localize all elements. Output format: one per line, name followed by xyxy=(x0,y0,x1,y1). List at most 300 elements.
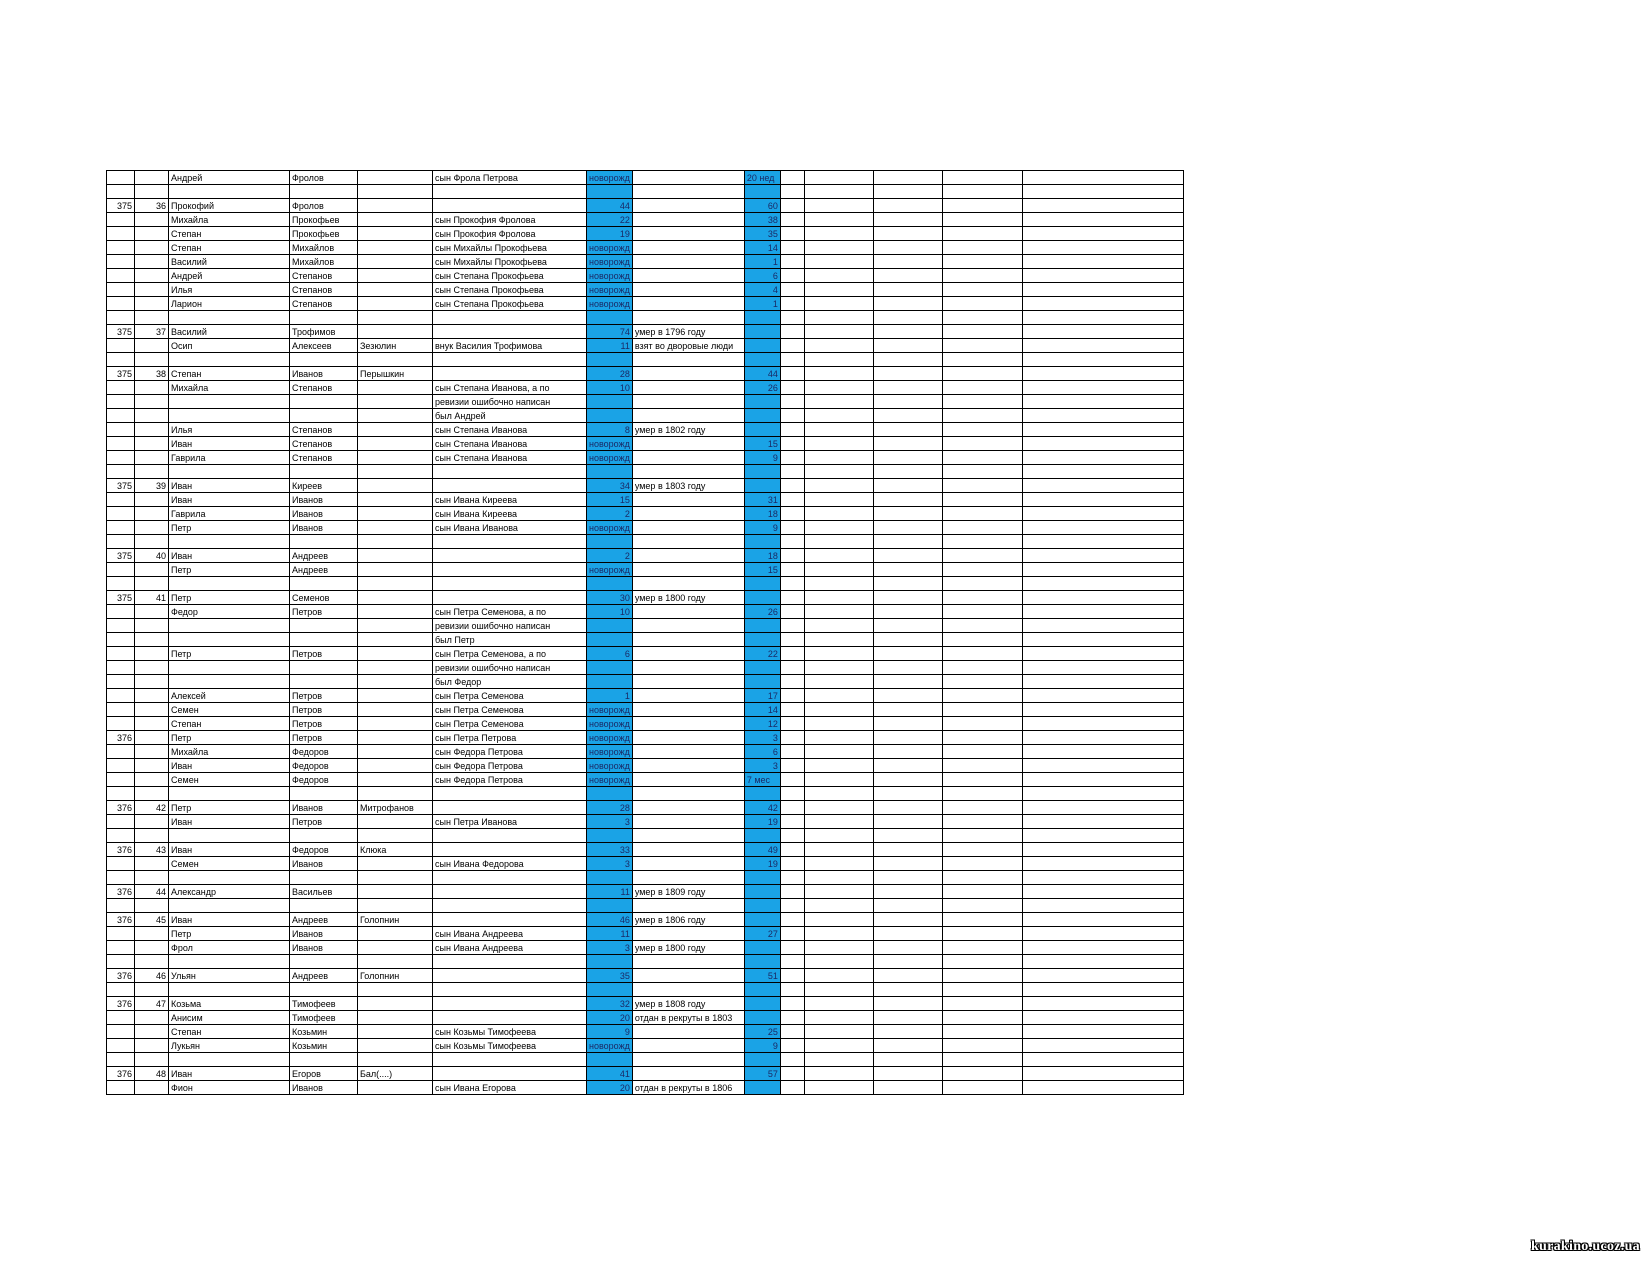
cell-page-number xyxy=(107,773,135,787)
cell-extra-3 xyxy=(873,1053,942,1067)
cell-relation xyxy=(433,871,587,885)
cell-relation: сын Прокофия Фролова xyxy=(433,227,587,241)
cell-surname xyxy=(358,717,433,731)
cell-note xyxy=(632,731,744,745)
cell-surname xyxy=(358,423,433,437)
cell-extra-2 xyxy=(804,773,873,787)
census-table-body xyxy=(107,171,1184,1095)
cell-extra-2 xyxy=(804,367,873,381)
cell-age-later xyxy=(744,479,780,493)
table-row xyxy=(107,885,1184,899)
cell-extra-3 xyxy=(873,927,942,941)
cell-age-later xyxy=(744,633,780,647)
cell-first-name: Степан xyxy=(169,717,290,731)
cell-page-number xyxy=(107,227,135,241)
cell-extra-1 xyxy=(780,675,804,689)
table-row xyxy=(107,983,1184,997)
cell-page-number xyxy=(107,1039,135,1053)
cell-household-number xyxy=(135,759,169,773)
cell-page-number xyxy=(107,787,135,801)
cell-patronymic: Петров xyxy=(290,815,358,829)
cell-extra-3 xyxy=(873,787,942,801)
cell-extra-2 xyxy=(804,829,873,843)
cell-extra-4 xyxy=(942,745,1022,759)
cell-age-later xyxy=(744,185,780,199)
cell-page-number: 376 xyxy=(107,801,135,815)
cell-age-later xyxy=(744,1053,780,1067)
cell-extra-5 xyxy=(1022,927,1183,941)
cell-household-number xyxy=(135,297,169,311)
cell-first-name: Ларион xyxy=(169,297,290,311)
cell-page-number xyxy=(107,213,135,227)
cell-household-number xyxy=(135,675,169,689)
cell-surname xyxy=(358,787,433,801)
table-row xyxy=(107,381,1184,395)
cell-extra-5 xyxy=(1022,451,1183,465)
cell-extra-4 xyxy=(942,507,1022,521)
cell-household-number: 37 xyxy=(135,325,169,339)
cell-extra-4 xyxy=(942,661,1022,675)
cell-extra-1 xyxy=(780,787,804,801)
cell-household-number xyxy=(135,1025,169,1039)
cell-age-later xyxy=(744,535,780,549)
cell-extra-1 xyxy=(780,437,804,451)
cell-patronymic: Федоров xyxy=(290,745,358,759)
cell-extra-3 xyxy=(873,1025,942,1039)
cell-household-number xyxy=(135,255,169,269)
cell-household-number xyxy=(135,269,169,283)
cell-first-name: Иван xyxy=(169,493,290,507)
cell-surname xyxy=(358,885,433,899)
cell-extra-1 xyxy=(780,927,804,941)
cell-age-later xyxy=(744,885,780,899)
cell-surname xyxy=(358,759,433,773)
table-row xyxy=(107,731,1184,745)
cell-age-later: 9 xyxy=(744,451,780,465)
cell-relation: сын Петра Петрова xyxy=(433,731,587,745)
cell-extra-4 xyxy=(942,885,1022,899)
cell-extra-5 xyxy=(1022,269,1183,283)
cell-age: 15 xyxy=(587,493,633,507)
cell-household-number xyxy=(135,171,169,185)
cell-extra-4 xyxy=(942,801,1022,815)
cell-extra-2 xyxy=(804,1025,873,1039)
cell-relation: сын Ивана Андреева xyxy=(433,927,587,941)
cell-extra-2 xyxy=(804,633,873,647)
table-row xyxy=(107,871,1184,885)
cell-first-name: Семен xyxy=(169,773,290,787)
table-row xyxy=(107,493,1184,507)
cell-extra-4 xyxy=(942,773,1022,787)
cell-first-name: Гаврила xyxy=(169,507,290,521)
cell-household-number xyxy=(135,899,169,913)
cell-extra-1 xyxy=(780,955,804,969)
cell-patronymic xyxy=(290,465,358,479)
cell-extra-5 xyxy=(1022,591,1183,605)
cell-household-number: 45 xyxy=(135,913,169,927)
cell-patronymic: Михайлов xyxy=(290,255,358,269)
cell-age-later: 44 xyxy=(744,367,780,381)
cell-household-number xyxy=(135,787,169,801)
cell-relation xyxy=(433,367,587,381)
table-row xyxy=(107,423,1184,437)
cell-extra-4 xyxy=(942,577,1022,591)
cell-page-number xyxy=(107,1011,135,1025)
cell-age-later: 19 xyxy=(744,857,780,871)
cell-age-later: 6 xyxy=(744,745,780,759)
cell-surname: Зезюлин xyxy=(358,339,433,353)
cell-note xyxy=(632,759,744,773)
cell-note xyxy=(632,675,744,689)
table-row xyxy=(107,185,1184,199)
cell-patronymic xyxy=(290,395,358,409)
cell-note xyxy=(632,535,744,549)
cell-household-number xyxy=(135,395,169,409)
cell-age: 20 xyxy=(587,1011,633,1025)
cell-age: 11 xyxy=(587,885,633,899)
table-row xyxy=(107,955,1184,969)
cell-household-number xyxy=(135,311,169,325)
cell-extra-4 xyxy=(942,325,1022,339)
cell-age xyxy=(587,983,633,997)
cell-patronymic: Тимофеев xyxy=(290,997,358,1011)
table-row xyxy=(107,1081,1184,1095)
cell-surname xyxy=(358,549,433,563)
cell-extra-4 xyxy=(942,549,1022,563)
cell-household-number xyxy=(135,213,169,227)
table-row xyxy=(107,941,1184,955)
cell-extra-1 xyxy=(780,801,804,815)
cell-extra-3 xyxy=(873,241,942,255)
cell-age: 3 xyxy=(587,857,633,871)
cell-extra-5 xyxy=(1022,171,1183,185)
cell-age xyxy=(587,633,633,647)
cell-extra-4 xyxy=(942,619,1022,633)
cell-extra-5 xyxy=(1022,521,1183,535)
cell-age-later: 18 xyxy=(744,549,780,563)
cell-extra-3 xyxy=(873,325,942,339)
table-row xyxy=(107,675,1184,689)
cell-extra-2 xyxy=(804,283,873,297)
cell-first-name: Степан xyxy=(169,241,290,255)
cell-patronymic xyxy=(290,899,358,913)
cell-age: 9 xyxy=(587,1025,633,1039)
cell-extra-2 xyxy=(804,1053,873,1067)
table-row xyxy=(107,353,1184,367)
cell-extra-1 xyxy=(780,1025,804,1039)
cell-patronymic: Киреев xyxy=(290,479,358,493)
cell-page-number xyxy=(107,311,135,325)
cell-relation: сын Ивана Киреева xyxy=(433,493,587,507)
cell-relation: сын Степана Прокофьева xyxy=(433,269,587,283)
cell-age-later xyxy=(744,577,780,591)
cell-extra-5 xyxy=(1022,829,1183,843)
cell-extra-3 xyxy=(873,605,942,619)
cell-extra-1 xyxy=(780,283,804,297)
cell-extra-4 xyxy=(942,311,1022,325)
cell-age: новорожд xyxy=(587,703,633,717)
cell-age: 1 xyxy=(587,689,633,703)
cell-surname xyxy=(358,535,433,549)
cell-extra-1 xyxy=(780,563,804,577)
cell-patronymic xyxy=(290,829,358,843)
cell-patronymic: Иванов xyxy=(290,801,358,815)
table-row xyxy=(107,1025,1184,1039)
cell-extra-3 xyxy=(873,437,942,451)
cell-patronymic xyxy=(290,353,358,367)
cell-page-number xyxy=(107,1081,135,1095)
cell-note: умер в 1802 году xyxy=(632,423,744,437)
cell-patronymic: Иванов xyxy=(290,367,358,381)
cell-extra-2 xyxy=(804,199,873,213)
cell-patronymic: Петров xyxy=(290,717,358,731)
cell-first-name: Андрей xyxy=(169,269,290,283)
cell-extra-1 xyxy=(780,1053,804,1067)
cell-page-number xyxy=(107,955,135,969)
cell-patronymic: Тимофеев xyxy=(290,1011,358,1025)
cell-page-number xyxy=(107,353,135,367)
cell-extra-2 xyxy=(804,619,873,633)
cell-extra-2 xyxy=(804,1067,873,1081)
cell-age-later xyxy=(744,955,780,969)
cell-patronymic: Иванов xyxy=(290,1081,358,1095)
cell-extra-3 xyxy=(873,633,942,647)
cell-household-number xyxy=(135,815,169,829)
cell-page-number: 376 xyxy=(107,1067,135,1081)
cell-surname xyxy=(358,213,433,227)
cell-extra-3 xyxy=(873,619,942,633)
cell-note: умер в 1796 году xyxy=(632,325,744,339)
cell-extra-4 xyxy=(942,647,1022,661)
cell-note xyxy=(632,843,744,857)
cell-extra-4 xyxy=(942,255,1022,269)
cell-patronymic xyxy=(290,633,358,647)
cell-extra-2 xyxy=(804,451,873,465)
cell-extra-5 xyxy=(1022,871,1183,885)
cell-extra-3 xyxy=(873,507,942,521)
cell-age: 10 xyxy=(587,605,633,619)
table-row xyxy=(107,1011,1184,1025)
cell-household-number xyxy=(135,1053,169,1067)
cell-extra-3 xyxy=(873,269,942,283)
table-row xyxy=(107,507,1184,521)
cell-page-number xyxy=(107,521,135,535)
cell-first-name xyxy=(169,311,290,325)
cell-first-name: Федор xyxy=(169,605,290,619)
cell-page-number xyxy=(107,675,135,689)
cell-patronymic xyxy=(290,1053,358,1067)
cell-note xyxy=(632,703,744,717)
cell-extra-3 xyxy=(873,381,942,395)
cell-extra-5 xyxy=(1022,675,1183,689)
cell-extra-3 xyxy=(873,661,942,675)
cell-extra-3 xyxy=(873,367,942,381)
cell-page-number xyxy=(107,871,135,885)
cell-extra-2 xyxy=(804,815,873,829)
cell-age-later: 26 xyxy=(744,605,780,619)
cell-surname xyxy=(358,899,433,913)
cell-note xyxy=(632,633,744,647)
cell-extra-3 xyxy=(873,955,942,969)
cell-age: 19 xyxy=(587,227,633,241)
cell-page-number xyxy=(107,605,135,619)
cell-relation: внук Василия Трофимова xyxy=(433,339,587,353)
cell-extra-3 xyxy=(873,1081,942,1095)
cell-relation xyxy=(433,563,587,577)
cell-extra-1 xyxy=(780,759,804,773)
cell-page-number: 375 xyxy=(107,199,135,213)
cell-relation: сын Ивана Андреева xyxy=(433,941,587,955)
cell-note xyxy=(632,409,744,423)
cell-household-number xyxy=(135,241,169,255)
cell-extra-1 xyxy=(780,339,804,353)
cell-extra-2 xyxy=(804,325,873,339)
cell-extra-4 xyxy=(942,409,1022,423)
cell-extra-4 xyxy=(942,451,1022,465)
cell-extra-3 xyxy=(873,689,942,703)
cell-extra-5 xyxy=(1022,549,1183,563)
cell-relation xyxy=(433,1053,587,1067)
cell-extra-2 xyxy=(804,801,873,815)
cell-age: 3 xyxy=(587,941,633,955)
cell-extra-5 xyxy=(1022,185,1183,199)
cell-household-number: 41 xyxy=(135,591,169,605)
cell-page-number xyxy=(107,815,135,829)
cell-extra-3 xyxy=(873,563,942,577)
cell-household-number xyxy=(135,773,169,787)
cell-age xyxy=(587,465,633,479)
cell-extra-3 xyxy=(873,941,942,955)
cell-extra-4 xyxy=(942,731,1022,745)
table-row xyxy=(107,395,1184,409)
cell-age xyxy=(587,829,633,843)
cell-relation: ревизии ошибочно написан xyxy=(433,395,587,409)
cell-extra-3 xyxy=(873,255,942,269)
site-watermark: kurakino.ucoz.ua xyxy=(1530,1239,1640,1254)
cell-first-name xyxy=(169,983,290,997)
cell-household-number: 47 xyxy=(135,997,169,1011)
cell-age-later: 51 xyxy=(744,969,780,983)
cell-extra-1 xyxy=(780,717,804,731)
cell-age-later: 26 xyxy=(744,381,780,395)
cell-extra-1 xyxy=(780,969,804,983)
cell-surname xyxy=(358,605,433,619)
cell-first-name: Михайла xyxy=(169,213,290,227)
table-row xyxy=(107,647,1184,661)
cell-extra-5 xyxy=(1022,297,1183,311)
cell-extra-1 xyxy=(780,409,804,423)
cell-surname xyxy=(358,1081,433,1095)
cell-age: новорожд xyxy=(587,759,633,773)
cell-age-later xyxy=(744,983,780,997)
cell-patronymic xyxy=(290,983,358,997)
cell-age: 35 xyxy=(587,969,633,983)
cell-extra-5 xyxy=(1022,843,1183,857)
cell-surname xyxy=(358,577,433,591)
table-row xyxy=(107,339,1184,353)
cell-extra-1 xyxy=(780,1067,804,1081)
cell-note xyxy=(632,213,744,227)
cell-extra-2 xyxy=(804,843,873,857)
cell-extra-5 xyxy=(1022,577,1183,591)
table-row xyxy=(107,325,1184,339)
cell-first-name xyxy=(169,675,290,689)
cell-surname xyxy=(358,283,433,297)
cell-household-number xyxy=(135,423,169,437)
cell-age: 33 xyxy=(587,843,633,857)
cell-patronymic: Иванов xyxy=(290,857,358,871)
cell-first-name xyxy=(169,871,290,885)
cell-page-number xyxy=(107,381,135,395)
table-row xyxy=(107,171,1184,185)
cell-extra-4 xyxy=(942,1067,1022,1081)
cell-extra-2 xyxy=(804,423,873,437)
cell-relation: сын Козьмы Тимофеева xyxy=(433,1025,587,1039)
cell-extra-3 xyxy=(873,1067,942,1081)
cell-note xyxy=(632,521,744,535)
cell-extra-4 xyxy=(942,843,1022,857)
cell-note xyxy=(632,381,744,395)
cell-extra-3 xyxy=(873,997,942,1011)
table-row xyxy=(107,577,1184,591)
cell-extra-3 xyxy=(873,339,942,353)
cell-extra-3 xyxy=(873,1011,942,1025)
cell-page-number: 375 xyxy=(107,367,135,381)
cell-first-name xyxy=(169,409,290,423)
cell-extra-2 xyxy=(804,1081,873,1095)
cell-relation: сын Федора Петрова xyxy=(433,745,587,759)
cell-extra-4 xyxy=(942,1011,1022,1025)
cell-extra-2 xyxy=(804,437,873,451)
cell-patronymic: Егоров xyxy=(290,1067,358,1081)
cell-age-later: 20 нед xyxy=(744,171,780,185)
cell-extra-5 xyxy=(1022,395,1183,409)
cell-extra-2 xyxy=(804,745,873,759)
cell-page-number xyxy=(107,255,135,269)
cell-extra-1 xyxy=(780,241,804,255)
cell-household-number xyxy=(135,1081,169,1095)
cell-relation: сын Козьмы Тимофеева xyxy=(433,1039,587,1053)
cell-extra-1 xyxy=(780,353,804,367)
cell-household-number xyxy=(135,983,169,997)
cell-patronymic: Козьмин xyxy=(290,1025,358,1039)
cell-surname xyxy=(358,563,433,577)
cell-extra-5 xyxy=(1022,899,1183,913)
cell-surname xyxy=(358,325,433,339)
cell-extra-2 xyxy=(804,213,873,227)
cell-age xyxy=(587,185,633,199)
table-row xyxy=(107,437,1184,451)
cell-note xyxy=(632,661,744,675)
cell-page-number xyxy=(107,633,135,647)
cell-relation xyxy=(433,185,587,199)
cell-patronymic: Степанов xyxy=(290,381,358,395)
cell-relation: сын Степана Прокофьева xyxy=(433,283,587,297)
cell-surname xyxy=(358,437,433,451)
cell-age: новорожд xyxy=(587,451,633,465)
cell-extra-5 xyxy=(1022,633,1183,647)
cell-note xyxy=(632,745,744,759)
cell-extra-3 xyxy=(873,395,942,409)
cell-extra-1 xyxy=(780,227,804,241)
cell-extra-5 xyxy=(1022,1053,1183,1067)
cell-first-name: Иван xyxy=(169,815,290,829)
cell-age-later: 17 xyxy=(744,689,780,703)
cell-note: умер в 1809 году xyxy=(632,885,744,899)
cell-patronymic: Алексеев xyxy=(290,339,358,353)
cell-extra-4 xyxy=(942,227,1022,241)
cell-relation xyxy=(433,325,587,339)
